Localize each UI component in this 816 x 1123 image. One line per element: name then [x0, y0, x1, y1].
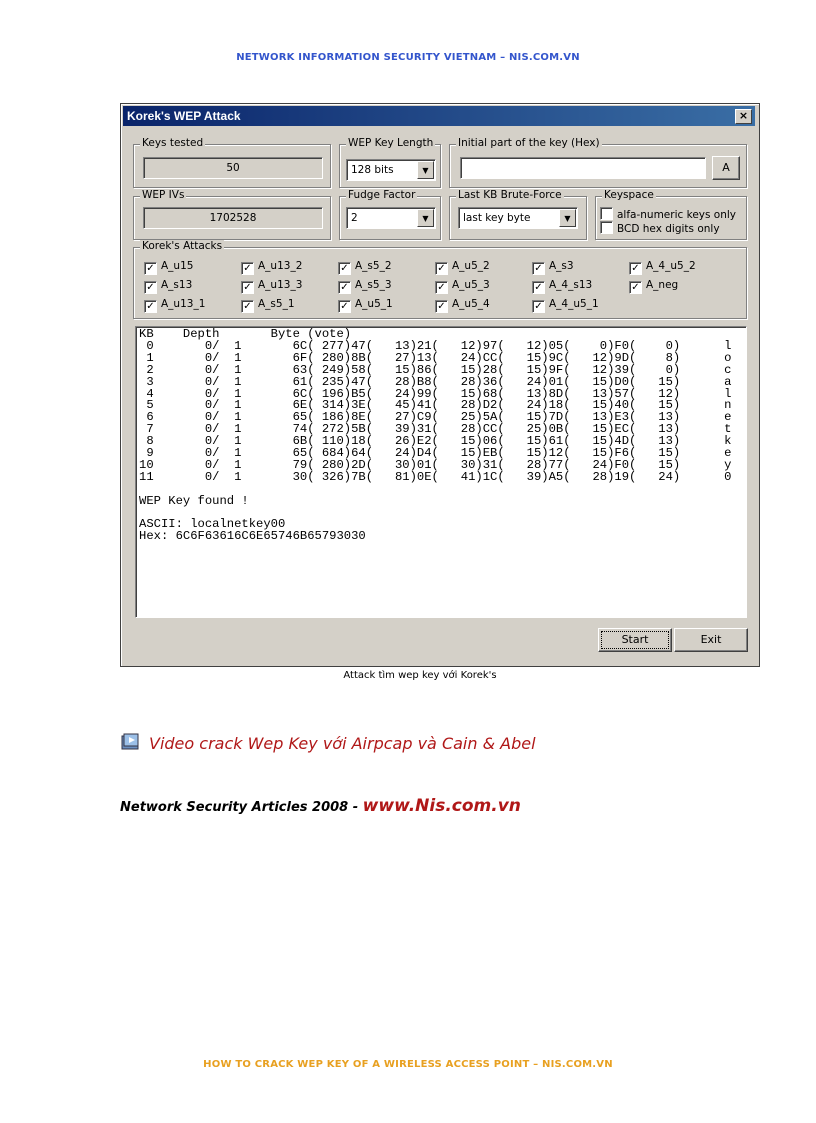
attack-label: A_s5_3 — [355, 279, 392, 291]
fudge-factor-group — [339, 189, 441, 240]
attack-label: A_u5_2 — [452, 260, 490, 272]
fudge-factor-value: 2 — [351, 212, 358, 224]
video-link-text[interactable]: Video crack Wep Key với Airpcap và Cain & Abel — [149, 734, 536, 753]
keyspace-label: Keyspace — [604, 189, 654, 201]
attack-checkbox[interactable] — [435, 298, 490, 313]
footer-url[interactable]: www.Nis.com.vn — [362, 796, 521, 816]
output-line: WEP Key found ! — [139, 493, 249, 508]
footer-text: Network Security Articles 2008 - — [120, 800, 363, 815]
attack-label: A_u13_3 — [258, 279, 303, 291]
footer-line — [120, 796, 521, 816]
initial-key-group — [449, 137, 747, 188]
start-button[interactable]: Start — [598, 628, 672, 652]
attack-label: A_u5_4 — [452, 298, 490, 310]
keys-tested-group — [133, 137, 331, 188]
output-line: 1 0/ 1 6F( 280)8B( 27)13( 24)CC( 15)9C( 12)9D( 8) o — [139, 350, 732, 365]
close-button[interactable]: × — [735, 109, 752, 124]
bottom-header: HOW TO CRACK WEP KEY OF A WIRELESS ACCESS POINT – NIS.COM.VN — [203, 1059, 613, 1070]
checkmark-icon[interactable]: ✓ — [629, 262, 642, 275]
attack-label: A_neg — [646, 279, 679, 291]
output-line: ASCII: localnetkey00 — [139, 517, 286, 532]
checkmark-icon[interactable]: ✓ — [241, 300, 254, 313]
attack-label: A_4_s13 — [549, 279, 593, 291]
checkmark-icon[interactable]: ✓ — [435, 300, 448, 313]
checkbox-box[interactable] — [600, 221, 613, 234]
attack-checkbox[interactable] — [435, 279, 490, 294]
keys-tested-value: 50 — [143, 157, 323, 179]
attack-checkbox[interactable] — [338, 279, 392, 294]
output-line: 4 0/ 1 6C( 196)B5( 24)99( 15)68( 13)8D( 13)57( 12) l — [139, 386, 732, 401]
figure-caption: Attack tìm wep key với Korek's — [343, 670, 497, 681]
wep-key-length-group — [339, 137, 441, 188]
attack-label: A_4_u5_1 — [549, 298, 599, 310]
checkmark-icon[interactable]: ✓ — [629, 281, 642, 294]
attack-checkbox[interactable] — [241, 298, 295, 313]
last-kb-label: Last KB Brute-Force — [458, 189, 562, 201]
chevron-down-icon[interactable]: ▼ — [417, 161, 434, 179]
attack-label: A_u13_1 — [161, 298, 206, 310]
attack-label: A_u13_2 — [258, 260, 303, 272]
attack-label: A_s5_2 — [355, 260, 392, 272]
video-icon — [121, 733, 141, 751]
output-line: Hex: 6C6F63616C6E65746B65793030 — [139, 529, 366, 544]
attack-checkbox[interactable] — [532, 260, 574, 275]
checkmark-icon[interactable]: ✓ — [338, 300, 351, 313]
attack-label: A_u5_1 — [355, 298, 393, 310]
wep-key-length-value: 128 bits — [351, 164, 394, 176]
attack-label: A_s5_1 — [258, 298, 295, 310]
attack-checkbox[interactable] — [338, 298, 393, 313]
chevron-down-icon[interactable]: ▼ — [417, 209, 434, 227]
wep-ivs-group — [133, 189, 331, 240]
attack-label: A_u5_3 — [452, 279, 490, 291]
korek-wep-attack-window — [120, 103, 760, 667]
output-line: 11 0/ 1 30( 326)7B( 81)0E( 41)1C( 39)A5( 28)19( 24) 0 — [139, 469, 732, 484]
keyspace-bcd-checkbox[interactable] — [600, 221, 720, 235]
checkmark-icon[interactable]: ✓ — [241, 281, 254, 294]
output-line: 0 0/ 1 6C( 277)47( 13)21( 12)97( 12)05( 0)F0( 0) l — [139, 338, 732, 353]
output-line: 2 0/ 1 63( 249)58( 15)86( 15)28( 15)9F( 12)39( 0) c — [139, 362, 732, 377]
attack-checkbox[interactable] — [241, 260, 302, 275]
checkmark-icon[interactable]: ✓ — [338, 262, 351, 275]
output-line: 8 0/ 1 6B( 110)18( 26)E2( 15)06( 15)61( 15)4D( 13) k — [139, 434, 732, 449]
keyspace-alfa-checkbox[interactable] — [600, 207, 736, 221]
initial-key-input[interactable] — [460, 157, 706, 179]
checkmark-icon[interactable]: ✓ — [338, 281, 351, 294]
last-kb-group — [449, 189, 587, 240]
keyspace-bcd-label: BCD hex digits only — [617, 223, 720, 235]
attack-label: A_s13 — [161, 279, 193, 291]
exit-button[interactable]: Exit — [674, 628, 748, 652]
fudge-factor-select[interactable] — [346, 207, 436, 229]
fudge-factor-label: Fudge Factor — [348, 189, 416, 201]
checkmark-icon[interactable]: ✓ — [144, 262, 157, 275]
output-line: 3 0/ 1 61( 235)47( 28)B8( 28)36( 24)01( 15)D0( 15) a — [139, 374, 732, 389]
initial-key-apply-button[interactable]: A — [712, 156, 740, 180]
initial-key-label: Initial part of the key (Hex) — [458, 137, 600, 149]
page-header: NETWORK INFORMATION SECURITY VIETNAM – NIS.COM.VN — [236, 52, 580, 63]
output-console — [135, 326, 747, 618]
keyspace-group — [595, 189, 747, 240]
checkmark-icon[interactable]: ✓ — [144, 281, 157, 294]
checkbox-box[interactable] — [600, 207, 613, 220]
attack-checkbox[interactable] — [144, 260, 193, 275]
output-line: 6 0/ 1 65( 186)8E( 27)C9( 25)5A( 15)7D( 13)E3( 13) e — [139, 410, 732, 425]
window-title: Korek's WEP Attack — [127, 109, 241, 123]
attack-checkbox[interactable] — [629, 260, 696, 275]
checkmark-icon[interactable]: ✓ — [144, 300, 157, 313]
attack-checkbox[interactable] — [532, 298, 599, 313]
attack-checkbox[interactable] — [144, 298, 205, 313]
attack-label: A_4_u5_2 — [646, 260, 696, 272]
wep-ivs-value: 1702528 — [143, 207, 323, 229]
wep-key-length-label: WEP Key Length — [348, 137, 434, 149]
chevron-down-icon[interactable]: ▼ — [559, 209, 576, 227]
video-link[interactable] — [121, 733, 536, 753]
attack-checkbox[interactable] — [241, 279, 302, 294]
checkmark-icon[interactable]: ✓ — [241, 262, 254, 275]
last-kb-value: last key byte — [463, 212, 531, 224]
checkmark-icon[interactable]: ✓ — [532, 300, 545, 313]
title-bar — [123, 106, 755, 126]
attack-checkbox[interactable] — [338, 260, 392, 275]
output-line: KB Depth Byte (vote) — [139, 327, 352, 341]
checkmark-icon[interactable]: ✓ — [532, 262, 545, 275]
checkmark-icon[interactable]: ✓ — [435, 262, 448, 275]
checkmark-icon[interactable]: ✓ — [435, 281, 448, 294]
attack-checkbox[interactable] — [435, 260, 490, 275]
output-line: 5 0/ 1 6E( 314)3E( 45)41( 28)D2( 24)18( 15)40( 15) n — [139, 398, 732, 413]
attack-label: A_u15 — [161, 260, 194, 272]
attack-checkbox[interactable] — [144, 279, 192, 294]
checkmark-icon[interactable]: ✓ — [532, 281, 545, 294]
last-kb-select[interactable] — [458, 207, 578, 229]
wep-ivs-label: WEP IVs — [142, 189, 185, 201]
output-line: 9 0/ 1 65( 684)64( 24)D4( 15)EB( 15)12( 15)F6( 15) e — [139, 446, 732, 460]
attack-checkbox[interactable] — [629, 279, 678, 294]
keyspace-alfa-label: alfa-numeric keys only — [617, 209, 737, 221]
output-line: 10 0/ 1 79( 280)2D( 30)01( 30)31( 28)77( 24)F0( 15) y — [139, 457, 732, 472]
keys-tested-label: Keys tested — [142, 137, 204, 149]
wep-key-length-select[interactable] — [346, 159, 436, 181]
attacks-group — [133, 240, 747, 319]
output-line: 7 0/ 1 74( 272)5B( 39)31( 28)CC( 25)0B( 15)EC( 13) t — [139, 422, 732, 437]
attacks-label: Korek's Attacks — [142, 240, 223, 252]
attack-label: A_s3 — [549, 260, 574, 272]
attack-checkbox[interactable] — [532, 279, 592, 294]
